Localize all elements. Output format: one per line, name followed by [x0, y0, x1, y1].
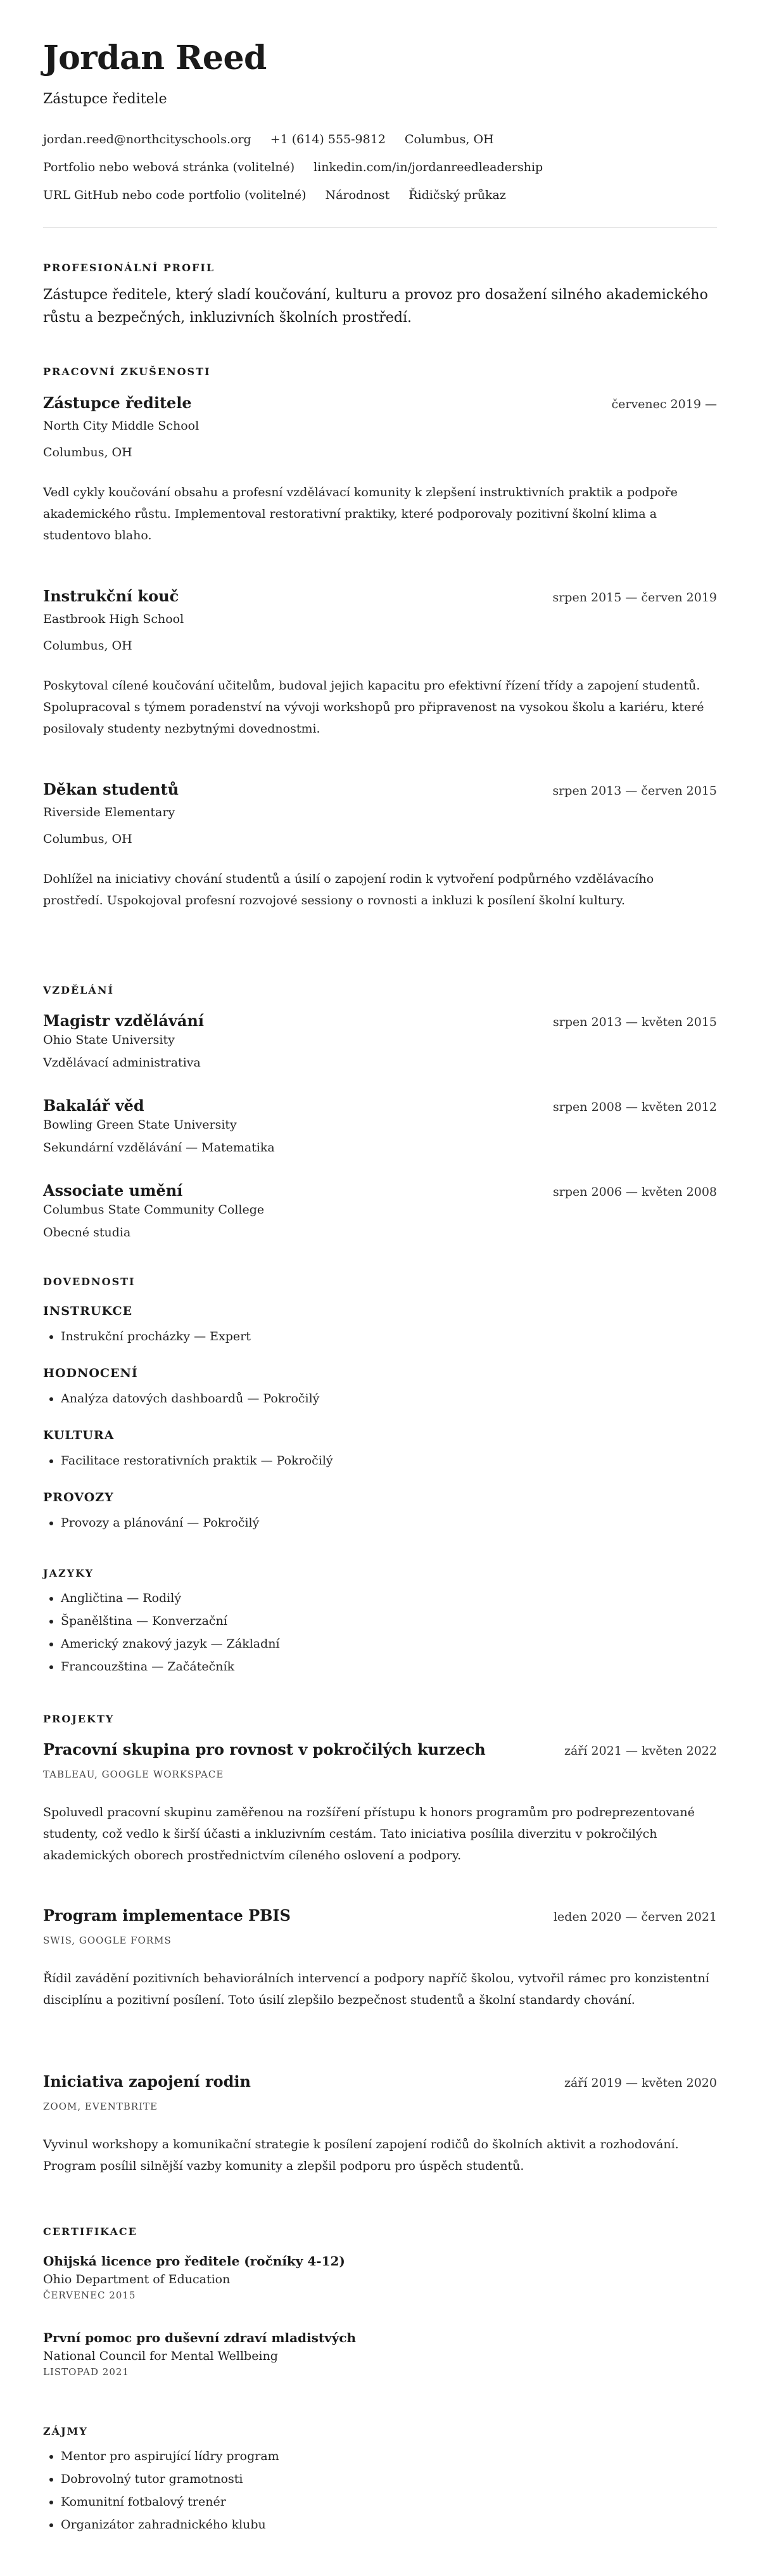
section-title-certifications: CERTIFIKACE — [43, 2226, 137, 2238]
job-location: Columbus, OH — [43, 832, 132, 846]
degree-date: srpen 2006 — květen 2008 — [553, 1185, 717, 1199]
skill-category: PROVOZY — [43, 1490, 114, 1504]
candidate-name: Jordan Reed — [43, 39, 267, 77]
job-description: Poskytoval cílené koučování učitelům, budoval jejich kapacitu pro efektivní řízení třídy a zapojení studentů. Spolupracoval s týmem poradenství na vývoji workshopů pro připravenost na vysokou školu a kariéru, které posilovaly studenty nezbytnými dovednostmi. — [43, 679, 704, 736]
interest-item: • Organizátor zahradnického klubu — [61, 2513, 717, 2536]
contact-linkedin[interactable]: linkedin.com/in/jordanreedleadership — [314, 160, 543, 174]
contact-portfolio[interactable]: Portfolio nebo webová stránka (volitelné) — [43, 160, 295, 174]
project-date: září 2021 — květen 2022 — [564, 1744, 717, 1758]
job-description: Dohlížel na iniciativy chování studentů a úsilí o zapojení rodin k vytvoření podpůrného vzdělávacího prostředí. Uspokojoval profesní rozvojové sessiony o rovnosti a inkluzi k posílení školní kultury. — [43, 872, 654, 907]
language-item: • Angličtina — Rodilý — [61, 1587, 717, 1610]
contact-github[interactable]: URL GitHub nebo code portfolio (volitelné) — [43, 188, 307, 202]
school-name: Bowling Green State University — [43, 1118, 237, 1132]
degree-title: Bakalář věd — [43, 1096, 144, 1115]
interest-item: • Komunitní fotbalový trenér — [61, 2490, 717, 2513]
interest-item: • Mentor pro aspirující lídry program — [61, 2445, 717, 2468]
interests-section — [43, 2425, 717, 2536]
job-date: srpen 2015 — červen 2019 — [552, 591, 717, 605]
degree-field: Sekundární vzdělávání — Matematika — [43, 1141, 275, 1155]
skill-item: • Instrukční procházky — Expert — [61, 1325, 717, 1348]
languages-section — [43, 1567, 717, 1678]
profile-section — [43, 261, 717, 330]
contact-nationality: Národnost — [325, 188, 390, 202]
certification-issuer: Ohio Department of Education — [43, 2272, 231, 2286]
school-name: Ohio State University — [43, 1033, 175, 1047]
project-item — [43, 2072, 717, 2177]
project-description: Řídil zavádění pozitivních behaviorálních intervencí a podpory napříč školou, vytvořil rámec pro konzistentní disciplínu a pozitivní posílení. Toto úsilí zlepšilo bezpečnost studentů a školní standardy chování. — [43, 1971, 709, 2007]
certification-title: První pomoc pro duševní zdraví mladistvých — [43, 2330, 357, 2345]
certification-date: ČERVENEC 2015 — [43, 2290, 136, 2301]
skill-item: • Analýza datových dashboardů — Pokročilý — [61, 1387, 717, 1410]
skills-section — [43, 1275, 717, 1289]
certification-issuer: National Council for Mental Wellbeing — [43, 2349, 278, 2363]
project-tech: ZOOM, EVENTBRITE — [43, 2101, 158, 2112]
education-item — [43, 1011, 717, 1072]
job-description: Vedl cykly koučování obsahu a profesní vzdělávací komunity k zlepšení instruktivních praktik a podpoře akademického růstu. Implementoval restorativní praktiky, které podporovaly pozitivní školní klima a studentovo blaho. — [43, 485, 678, 542]
language-item: • Americký znakový jazyk — Základní — [61, 1632, 717, 1655]
job-title: Děkan studentů — [43, 780, 179, 798]
certification-date: LISTOPAD 2021 — [43, 2366, 129, 2378]
degree-field: Vzdělávací administrativa — [43, 1056, 201, 1070]
degree-title: Associate umění — [43, 1181, 183, 1200]
skill-item: • Provozy a plánování — Pokročilý — [61, 1511, 717, 1534]
education-item — [43, 1096, 717, 1157]
project-tech: SWIS, GOOGLE FORMS — [43, 1935, 172, 1946]
degree-date: srpen 2008 — květen 2012 — [553, 1100, 717, 1114]
experience-item — [43, 393, 717, 546]
project-title: Iniciativa zapojení rodin — [43, 2072, 251, 2091]
school-name: Columbus State Community College — [43, 1203, 265, 1217]
skill-group — [43, 1426, 717, 1472]
project-item — [43, 1740, 717, 1866]
contact-location: Columbus, OH — [404, 132, 494, 146]
contact-email[interactable]: jordan.reed@northcityschools.org — [43, 132, 251, 146]
project-description: Vyvinul workshopy a komunikační strategie k posílení zapojení rodičů do školních aktivit a rozhodování. Program posílil silnější vazby komunity a zlepšil podporu pro úspěch studentů. — [43, 2137, 679, 2173]
job-location: Columbus, OH — [43, 639, 132, 653]
skill-category: INSTRUKCE — [43, 1304, 133, 1318]
skill-item: • Facilitace restorativních praktik — Pokročilý — [61, 1449, 717, 1472]
profile-text: Zástupce ředitele, který sladí koučování, kulturu a provoz pro dosažení silného akademického růstu a bezpečných, inkluzivních školních prostředí. — [43, 287, 708, 326]
education-item — [43, 1181, 717, 1241]
certification-item — [43, 2328, 717, 2379]
project-title: Program implementace PBIS — [43, 1906, 291, 1925]
degree-date: srpen 2013 — květen 2015 — [553, 1015, 717, 1029]
candidate-title: Zástupce ředitele — [43, 91, 167, 107]
section-title-experience: PRACOVNÍ ZKUŠENOSTI — [43, 366, 211, 378]
language-item: • Španělština — Konverzační — [61, 1610, 717, 1632]
job-date: červenec 2019 — — [611, 397, 717, 411]
experience-section — [43, 365, 717, 379]
job-organization: North City Middle School — [43, 419, 200, 433]
job-organization: Eastbrook High School — [43, 612, 184, 626]
skill-category: KULTURA — [43, 1428, 115, 1442]
section-title-education: VZDĚLÁNÍ — [43, 984, 114, 996]
project-date: leden 2020 — červen 2021 — [553, 1910, 717, 1924]
project-description: Spoluvedl pracovní skupinu zaměřenou na rozšíření přístupu k honors programům pro podreprezentované studenty, což vedlo k širší účasti a inkluzivním cestám. Tato iniciativa posílila diverzitu v pokročilých akademických oborech prostřednictvím cíleného oslovení a podpory. — [43, 1805, 695, 1862]
language-item: • Francouzština — Začátečník — [61, 1655, 717, 1678]
contact-license: Řidičský průkaz — [408, 188, 506, 202]
section-title-profile: PROFESIONÁLNÍ PROFIL — [43, 262, 215, 274]
job-date: srpen 2013 — červen 2015 — [552, 784, 717, 798]
job-title: Instrukční kouč — [43, 587, 179, 605]
skill-category: HODNOCENÍ — [43, 1366, 138, 1380]
project-tech: TABLEAU, GOOGLE WORKSPACE — [43, 1769, 224, 1780]
contact-info — [43, 131, 717, 204]
job-title: Zástupce ředitele — [43, 394, 192, 412]
skill-group — [43, 1302, 717, 1348]
project-date: září 2019 — květen 2020 — [564, 2076, 717, 2090]
job-location: Columbus, OH — [43, 445, 132, 459]
degree-field: Obecné studia — [43, 1226, 131, 1240]
experience-item — [43, 586, 717, 740]
certification-title: Ohijská licence pro ředitele (ročníky 4-12) — [43, 2253, 345, 2269]
certifications-section — [43, 2225, 717, 2239]
project-title: Pracovní skupina pro rovnost v pokročilých kurzech — [43, 1740, 486, 1759]
projects-section — [43, 1712, 717, 1726]
education-section — [43, 984, 717, 997]
section-title-languages: JAZYKY — [43, 1567, 94, 1579]
contact-phone[interactable]: +1 (614) 555-9812 — [270, 132, 386, 146]
interest-item: • Dobrovolný tutor gramotnosti — [61, 2468, 717, 2490]
section-title-skills: DOVEDNOSTI — [43, 1276, 136, 1288]
section-title-projects: PROJEKTY — [43, 1713, 115, 1725]
skill-group — [43, 1489, 717, 1534]
section-title-interests: ZÁJMY — [43, 2425, 88, 2437]
skill-group — [43, 1364, 717, 1410]
certification-item — [43, 2252, 717, 2302]
project-item — [43, 1906, 717, 2011]
job-organization: Riverside Elementary — [43, 805, 175, 819]
degree-title: Magistr vzdělávání — [43, 1011, 204, 1030]
experience-item — [43, 779, 717, 911]
